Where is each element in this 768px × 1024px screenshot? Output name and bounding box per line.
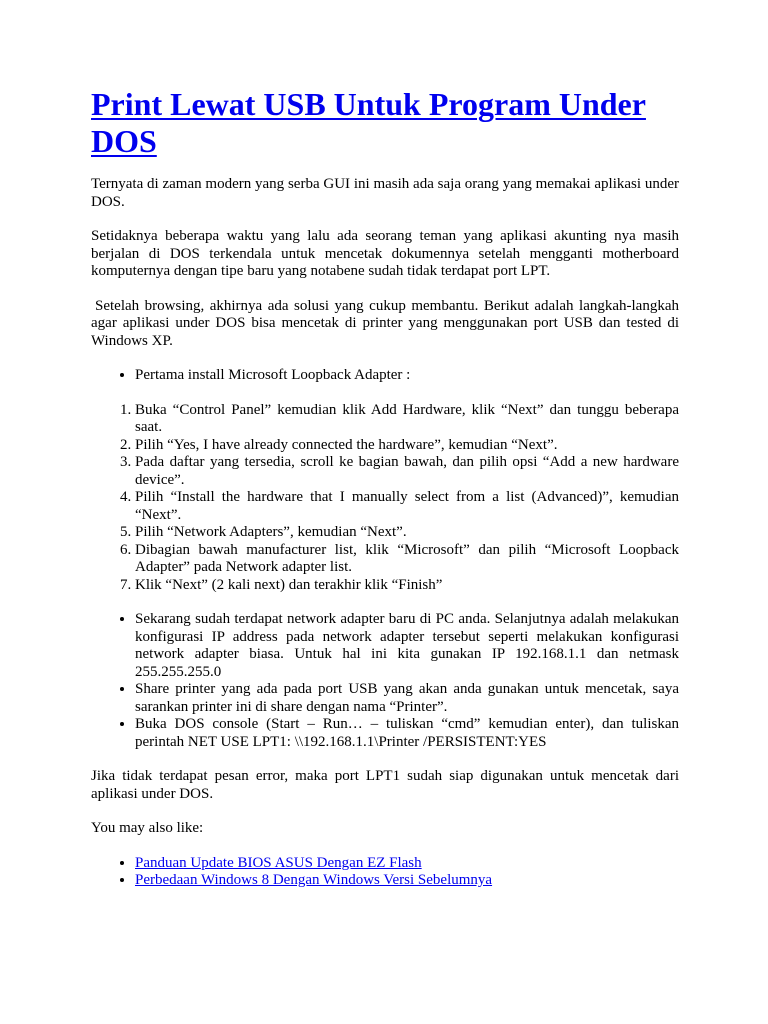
solution-paragraph: Setelah browsing, akhirnya ada solusi yang cukup membantu. Berikut adalah langkah-langkah agar aplikasi under DOS bisa mencetak di printer yang menggunakan port USB dan tested di Windows XP. <box>91 297 679 349</box>
article-title <box>91 86 679 160</box>
list-item <box>135 855 679 873</box>
step-item: 2. Pilih “Yes, I have already connected the hardware”, kemudian “Next”. <box>135 437 679 455</box>
step-item: 3. Pada daftar yang tersedia, scroll ke bagian bawah, dan pilih opsi “Add a new hardware device”. <box>135 454 679 489</box>
document-page <box>91 86 679 907</box>
related-link-bios-update[interactable]: Panduan Update BIOS ASUS Dengan EZ Flash <box>135 854 422 871</box>
step-item: 7. Klik “Next” (2 kali next) dan terakhir klik “Finish” <box>135 577 679 595</box>
context-paragraph: Setidaknya beberapa waktu yang lalu ada seorang teman yang aplikasi akunting nya masih berjalan di DOS terkendala untuk mencetak dokumennya setelah mengganti motherboard komputernya dengan tipe baru yang notabene sudah tidak terdapat port LPT. <box>91 228 679 279</box>
steps-list <box>91 402 679 595</box>
list-item: • Share printer yang ada pada port USB yang akan anda gunakan untuk mencetak, saya sarankan printer ini di share dengan nama “Printer”. <box>135 681 679 716</box>
step-item: 4. Pilih “Install the hardware that I manually select from a list (Advanced)”, kemudian “Next”. <box>135 489 679 524</box>
closing-paragraph: Jika tidak terdapat pesan error, maka port LPT1 sudah siap digunakan untuk mencetak dari aplikasi under DOS. <box>91 768 679 802</box>
configuration-bullet-list <box>91 611 679 751</box>
list-item: • Buka DOS console (Start – Run… – tuliskan “cmd” kemudian enter), dan tuliskan perintah NET USE LPT1: \\192.168.1.1\Printer /PERSISTENT:YES <box>135 716 679 751</box>
intro-paragraph: Ternyata di zaman modern yang serba GUI ini masih ada saja orang yang memakai aplikasi under DOS. <box>91 176 679 210</box>
step-item: 6. Dibagian bawah manufacturer list, klik “Microsoft” dan pilih “Microsoft Loopback Adapter” pada Network adapter list. <box>135 542 679 577</box>
list-item: • Sekarang sudah terdapat network adapter baru di PC anda. Selanjutnya adalah melakukan konfigurasi IP address pada network adapter tersebut seperti melakukan konfigurasi network adapter biasa. Untuk hal ini kita gunakan IP 192.168.1.1 dan netmask 255.255.255.0 <box>135 611 679 681</box>
step-item: 1. Buka “Control Panel” kemudian klik Add Hardware, klik “Next” dan tunggu beberapa saat. <box>135 402 679 437</box>
list-item: • Pertama install Microsoft Loopback Adapter : <box>135 367 679 385</box>
related-links-list <box>91 855 679 890</box>
related-link-windows-8[interactable]: Perbedaan Windows 8 Dengan Windows Versi Sebelumnya <box>135 872 493 888</box>
first-bullet-list <box>91 367 679 385</box>
list-item <box>135 872 679 890</box>
also-like-label: You may also like: <box>91 820 204 836</box>
step-item: 5. Pilih “Network Adapters”, kemudian “Next”. <box>135 524 679 542</box>
article-title-link[interactable]: Print Lewat USB Untuk Program Under DOS <box>91 86 646 159</box>
